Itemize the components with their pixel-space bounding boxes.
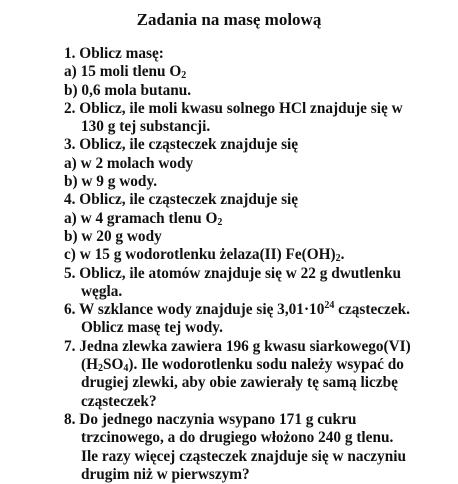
task-8-line-2: trzcinowego, a do drugiego włożono 240 g tlenu. [81, 429, 394, 447]
task-3a: a) w 2 molach wody [64, 154, 194, 172]
page-title: Zadania na masę molową [136, 10, 322, 29]
task-7-line-2: $(H_2SO_4)$. Ile wodorotlenku sodu należy wsypać do [81, 356, 404, 375]
task-3b: b) w 9 g wody. [64, 173, 158, 191]
task-7-line-1: 7. Jedna zlewka zawiera 196 g kwasu siarkowego(VI) [64, 337, 411, 355]
task-5-line-2: węgla. [81, 282, 123, 300]
task-6-line-1: 6. W szklance wody znajduje się $3,01\cdot 10^{24}$ cząsteczek. [64, 300, 410, 319]
task-4a: a) w 4 gramach tlenu $O_2$ [64, 209, 223, 228]
task-5-line-1: 5. Oblicz, ile atomów znajduje się w 22 g dwutlenku [64, 264, 401, 282]
task-4c: c) w 15 g wodorotlenku żelaza(II) $Fe(OH)_2$. [64, 246, 345, 265]
task-4-heading: 4. Oblicz, ile cząsteczek znajduje się [64, 191, 299, 209]
task-1b: b) 0,6 mola butanu. [64, 81, 192, 99]
task-8-line-3: Ile razy więcej cząsteczek znajduje się w naczyniu [81, 447, 406, 465]
task-1a: a) 15 moli tlenu $O_2$ [64, 63, 187, 82]
task-list [64, 45, 411, 484]
task-8-line-4: drugim niż w pierwszym? [81, 465, 250, 483]
task-1-heading: 1. Oblicz masę: [64, 45, 164, 62]
task-2-line-1: 2. Oblicz, ile moli kwasu solnego HCl znajduje się w [64, 99, 403, 117]
task-8-line-1: 8. Do jednego naczynia wsypano 171 g cukru [64, 410, 357, 428]
task-3-heading: 3. Oblicz, ile cząsteczek znajduje się [64, 136, 299, 154]
task-2-line-2: 130 g tej substancji. [81, 118, 211, 136]
task-4b: b) w 20 g wody [64, 227, 162, 245]
task-7-line-4: cząsteczek? [81, 392, 157, 410]
task-6-line-2: Oblicz masę tej wody. [81, 319, 223, 337]
task-7-line-3: drugiej zlewki, aby obie zawierały tę samą liczbę [81, 374, 398, 392]
